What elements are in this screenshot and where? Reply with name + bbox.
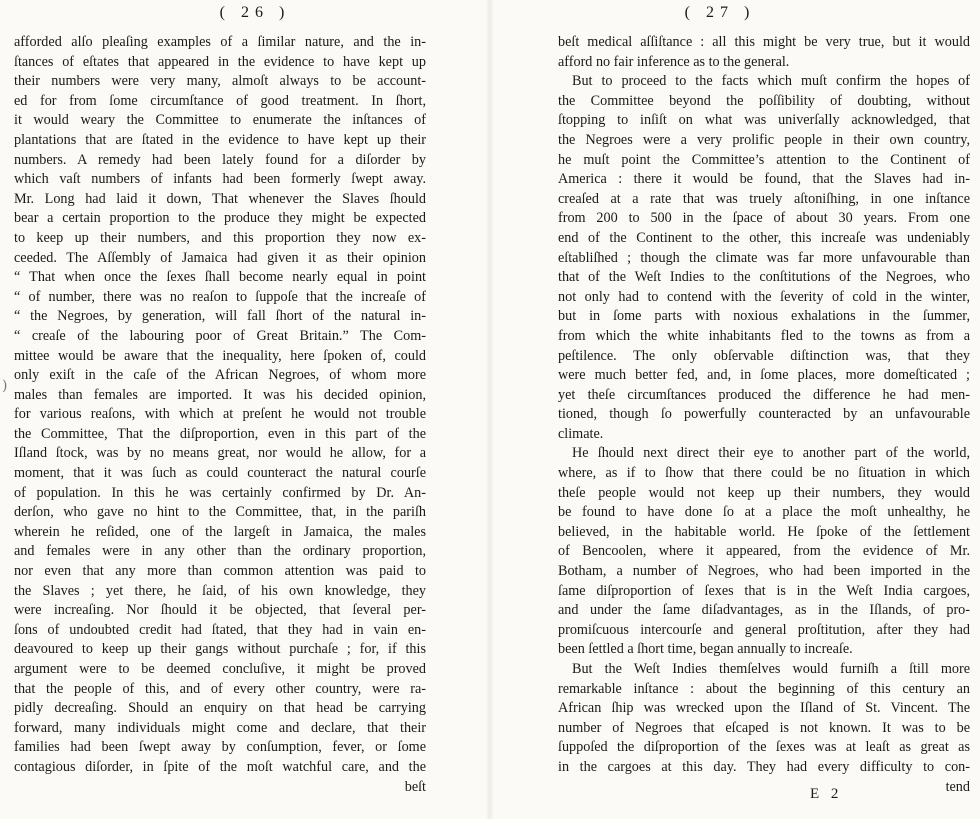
text-line: numbers. A remedy had been lately found for a diſorder by <box>14 151 426 168</box>
text-line: creaſed at a rate that was truely aſtoniſhing, in one inſtance <box>558 190 970 207</box>
text-line: not only had to contend with the ſeverity of cold in the winter, <box>558 288 970 305</box>
text-line: families had been ſwept away by conſumption, fever, or ſome <box>14 739 426 756</box>
text-line: contagious diſorder, in ſpite of the moſt watchful care, and the <box>14 758 426 775</box>
text-line: believed, in the habitable world. He ſpoke of the ſettlement <box>558 523 970 540</box>
text-line: males than females are imported. It was his decided opinion, <box>14 386 426 403</box>
text-line: he muſt point the Committee’s attention to the Continent of <box>558 151 970 168</box>
text-line: from which the white inhabitants fled to the towns as from a <box>558 327 970 344</box>
text-line: plantations that are ſtated in the evidence to have kept up their <box>14 131 426 148</box>
text-line: “ creaſe of the labouring poor of Great Britain.” The Com- <box>14 327 426 344</box>
text-line: Iſland ſtock, was by no means great, nor would he allow, for a <box>14 445 426 462</box>
text-line: their numbers were very many, almoſt always to be account- <box>14 73 426 90</box>
text-line: tioned, though ſo powerfully counteracted by an unfavourable <box>558 406 970 423</box>
text-line: mittee would be aware that the inequality, here ſpoken of, could <box>14 347 426 364</box>
text-line: beſt <box>404 778 426 795</box>
text-line: afford no fair inference as to the general. <box>558 53 790 70</box>
text-line: yet theſe circumſtances produced the difference he had men- <box>558 386 970 403</box>
text-line: that of the Weſt Indies to the conſtitutions of the Negroes, who <box>558 269 970 286</box>
page-number-left: ( 26 ) <box>219 4 291 21</box>
text-line: wherein he reſided, one of the largeſt in Jamaica, the males <box>14 523 426 540</box>
text-line: ſame diſproportion of ſexes that is in the Weſt India cargoes, <box>558 582 970 599</box>
text-line: the Committee beyond the poſſibility of doubting, without <box>558 92 970 109</box>
text-line: the Slaves ; yet there, he ſaid, of his own knowledge, they <box>14 582 426 599</box>
text-line: the Negroes were a very prolific people in their own country, <box>558 131 970 148</box>
text-line: tend <box>945 778 970 795</box>
text-line: were increaſing. Nor ſhould it be objected, that ſeveral per- <box>14 602 426 619</box>
text-line: of Bencoolen, where it appeared, from the evidence of Mr. <box>558 543 970 560</box>
text-line: But the Weſt Indies themſelves would furniſh a ſtill more <box>572 661 970 677</box>
text-line: “ That when once the ſexes ſhall become nearly equal in point <box>14 269 426 286</box>
text-line: ſuppoſed the diſproportion of the ſexes was at leaſt as great as <box>558 739 970 756</box>
text-line: deavoured to keep up their gangs without purchaſe ; for, if this <box>14 641 426 658</box>
right-page <box>490 0 980 819</box>
text-line: only exiſt in the caſe of the African Negroes, of whom more <box>14 367 426 384</box>
text-line: climate. <box>558 425 604 442</box>
text-line: remarkable inſtance : about the beginning of this century an <box>558 680 970 697</box>
text-line: to keep up their numbers, and this proportion they now ex- <box>14 229 426 246</box>
signature-mark: E 2 <box>810 786 843 802</box>
text-line: that the people of this, and of every other country, were ra- <box>14 680 426 697</box>
text-line: and females were in any other than the ordinary proportion, <box>14 543 426 560</box>
text-line: moment, that it was ſuch as could counteract the natural courſe <box>14 465 426 482</box>
text-line: “ of number, there was no reaſon to ſuppoſe that the increaſe of <box>14 288 426 305</box>
text-line: but in ſome parts with noxious exhalations in the ſummer, <box>558 308 970 325</box>
text-line: pidly decreaſing. Should an enquiry on that head be carrying <box>14 700 426 717</box>
page-edge-mark: ) <box>2 378 8 394</box>
text-line: where, as if to ſhow that there could be no ſituation in which <box>558 465 970 482</box>
text-line: ſtances of eſtates that appeared in the evidence to have kept up <box>14 53 426 70</box>
text-line: afforded alſo pleaſing examples of a ſimilar nature, and the in- <box>14 34 426 50</box>
page-number-right: ( 27 ) <box>684 4 756 21</box>
left-page-text <box>14 33 426 797</box>
text-line: which vaſt numbers of infants had been formerly ſwept away. <box>14 171 426 188</box>
text-line: from 200 to 500 in the ſpace of about 30 years. From one <box>558 210 970 227</box>
text-line: it would weary the Committee to enumerate the inſtances of <box>14 112 426 129</box>
text-line: promiſcuous intercourſe and general proſtitution, after they had <box>558 621 970 638</box>
text-line: beſt medical aſſiſtance : all this might be very true, but it would <box>558 34 970 50</box>
text-line: forward, many individuals might come and declare, that their <box>14 719 426 736</box>
text-line: eſtabliſhed ; though the climate was far more unfavourable than <box>558 249 970 266</box>
text-line: ceeded. The Aſſembly of Jamaica had given it as their opinion <box>14 249 426 266</box>
text-line: derſon, who gave no hint to the Committee, that, in the pariſh <box>14 504 426 521</box>
text-line: Mr. Long had laid it down, That whenever the Slaves ſhould <box>14 190 426 207</box>
text-line: the Committee, That the diſproportion, even in this part of the <box>14 425 426 442</box>
text-line: But to proceed to the facts which muſt confirm the hopes of <box>572 73 970 90</box>
right-page-text <box>558 33 970 797</box>
text-line: ſtopping to inſiſt on what was univerſally acknowledged, that <box>558 112 970 129</box>
text-line: end of the Continent to the other, this increaſe was undeniably <box>558 229 970 246</box>
text-line: be found to have done ſo at a place the moſt unhealthy, he <box>558 504 970 521</box>
text-line: been ſettled a ſhort time, began annually to increaſe. <box>558 641 853 658</box>
text-line: argument were to be deemed concluſive, it might be proved <box>14 661 426 677</box>
text-line: Botham, a number of Negroes, who had been imported in the <box>558 563 970 580</box>
text-line: number of Negroes that eſcaped is not known. It was to be <box>558 719 970 736</box>
text-line: for various reaſons, with which at preſent he would not trouble <box>14 406 426 423</box>
text-line: in the cargoes at this day. They had every difficulty to con- <box>558 758 970 775</box>
text-line: bear a certain proportion to the produce they might be expected <box>14 210 426 227</box>
text-line: were much better fed, and, in ſome places, more domeſticated ; <box>558 367 970 384</box>
text-line: ſons of undoubted credit had ſtated, that they had in vain en- <box>14 621 426 638</box>
text-line: He ſhould next direct their eye to another part of the world, <box>572 445 970 462</box>
text-line: ed for from ſome circumſtance of good treatment. In ſhort, <box>14 92 426 109</box>
text-line: “ the Negroes, by generation, will fall ſhort of the natural in- <box>14 308 426 325</box>
text-line: and under the ſame diſadvantages, as in the Iſlands, of pro- <box>558 602 970 619</box>
text-line: of population. In this he was certainly confirmed by Dr. An- <box>14 484 426 501</box>
text-line: America : there it would be found, that the Slaves had in- <box>558 171 970 188</box>
text-line: African ſhip was wrecked upon the Iſland of St. Vincent. The <box>558 700 970 717</box>
text-line: theſe people would not keep up their numbers, they would <box>558 484 970 501</box>
text-line: nor even that any more than common attention was paid to <box>14 563 426 580</box>
text-line: peſtilence. The only obſervable diſtinction was, that they <box>558 347 970 364</box>
